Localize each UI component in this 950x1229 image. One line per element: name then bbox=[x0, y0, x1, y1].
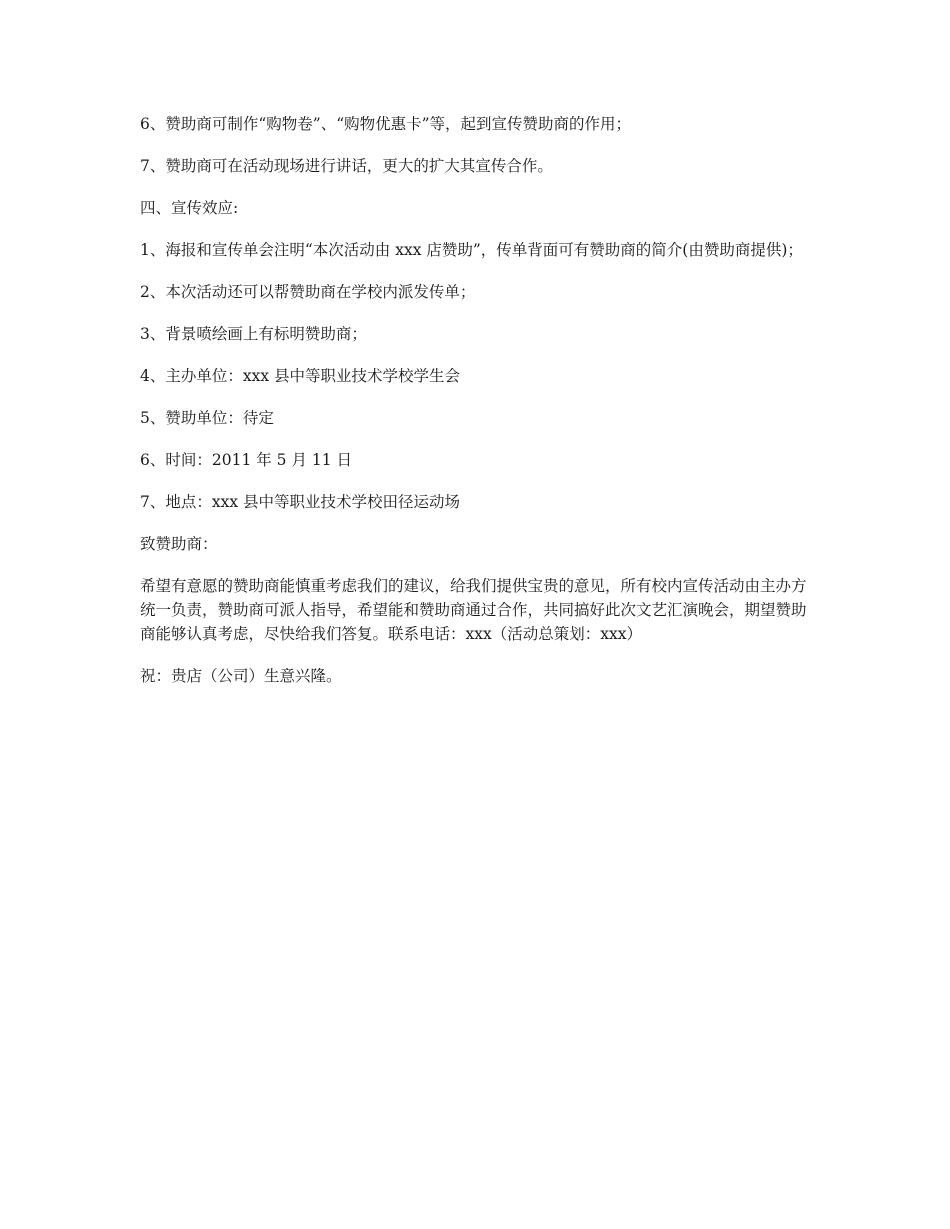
paragraph-backdrop: 3、背景喷绘画上有标明赞助商； bbox=[140, 325, 367, 343]
closing-wishes: 祝：贵店（公司）生意兴隆。 bbox=[140, 667, 342, 685]
paragraph-sponsor-speech: 7、赞助商可在活动现场进行讲话，更大的扩大其宣传合作。 bbox=[140, 157, 553, 175]
paragraph-organizer: 4、主办单位：xxx 县中等职业技术学校学生会 bbox=[140, 367, 461, 385]
paragraph-distribute-flyers: 2、本次活动还可以帮赞助商在学校内派发传单； bbox=[140, 283, 476, 301]
paragraph-location: 7、地点：xxx 县中等职业技术学校田径运动场 bbox=[140, 493, 461, 511]
document-page bbox=[140, 112, 810, 706]
paragraph-sponsor-unit: 5、赞助单位：待定 bbox=[140, 409, 274, 427]
paragraph-appeal: 希望有意愿的赞助商能慎重考虑我们的建议，给我们提供宝贵的意见，所有校内宣传活动由主办方统一负责，赞助商可派人指导，希望能和赞助商通过合作，共同搞好此次文艺汇演晚会，期望赞助商能够认真考虑，尽快给我们答复。联系电话：xxx（活动总策划：xxx） bbox=[140, 577, 807, 643]
section-heading-publicity: 四、宣传效应: bbox=[140, 199, 239, 217]
paragraph-sponsor-coupons: 6、赞助商可制作“购物卷”、“购物优惠卡”等，起到宣传赞助商的作用； bbox=[140, 115, 632, 133]
paragraph-posters-flyers: 1、海报和宣传单会注明“本次活动由 xxx 店赞助”，传单背面可有赞助商的简介(由赞助商提供)； bbox=[140, 241, 803, 259]
paragraph-time: 6、时间：2011 年 5 月 11 日 bbox=[140, 451, 353, 469]
salutation-to-sponsors: 致赞助商： bbox=[140, 535, 218, 553]
